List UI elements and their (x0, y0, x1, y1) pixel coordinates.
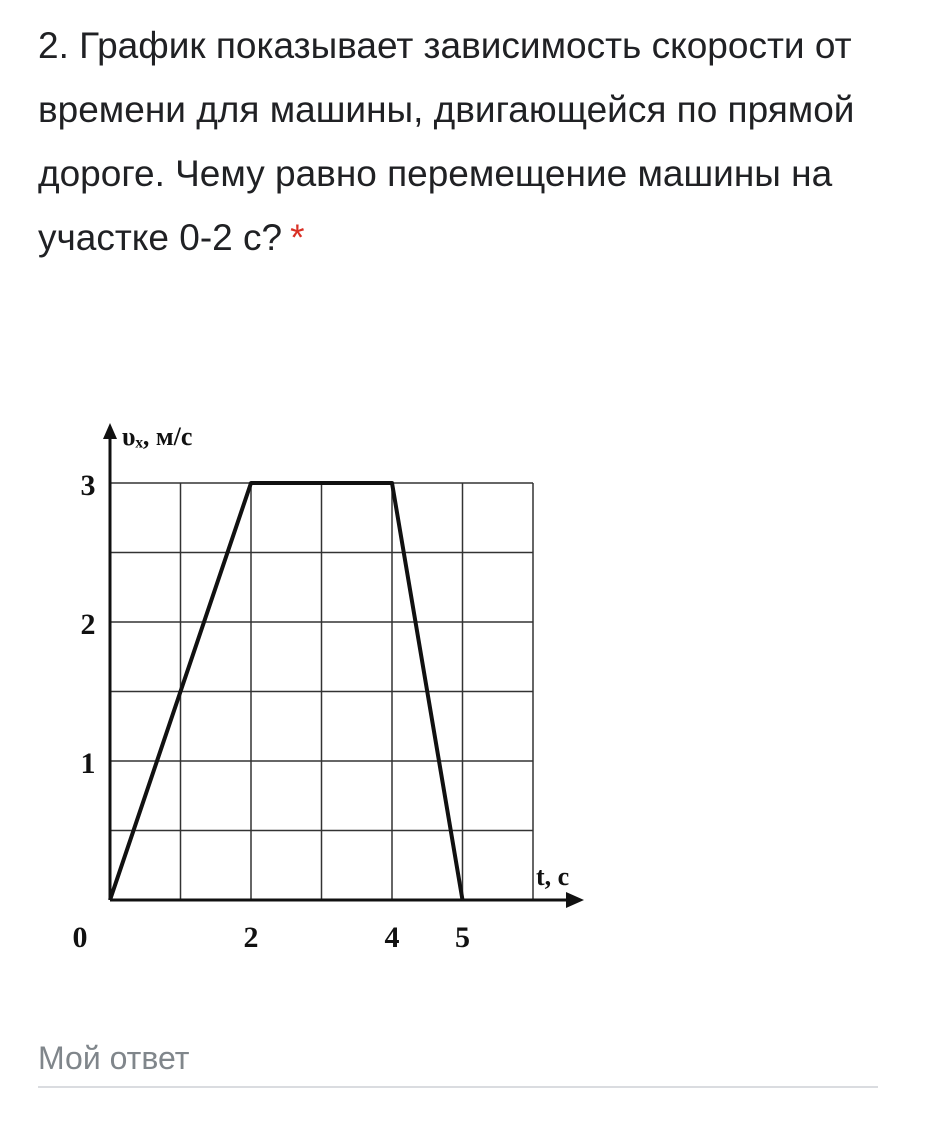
answer-input[interactable] (38, 1030, 878, 1088)
x-axis-arrow (566, 892, 584, 908)
chart-axes (103, 422, 584, 908)
x-tick-label: 2 (243, 921, 259, 954)
required-asterisk: * (290, 217, 305, 258)
chart-grid (110, 483, 533, 900)
x-tick-label: 5 (455, 921, 470, 954)
y-tick-label: 3 (80, 469, 96, 502)
x-tick-label: 0 (72, 921, 88, 954)
y-tick-label: 1 (80, 747, 96, 780)
x-tick-label: 4 (384, 921, 400, 954)
chart-tick-labels (73, 469, 471, 954)
question-text: 2. График показывает зависимость скорости от времени для машины, двигающейся по прямой дороге. Чему равно перемещение машины на участке 0-2 с? (38, 25, 855, 258)
y-tick-label: 2 (80, 608, 96, 641)
x-axis-label: t, с (536, 862, 570, 891)
y-axis-arrow (103, 423, 117, 439)
y-axis-label: υₓ, м/с (122, 422, 193, 451)
chart-svg (60, 405, 620, 985)
question-title (38, 14, 898, 270)
velocity-time-chart (60, 405, 620, 985)
